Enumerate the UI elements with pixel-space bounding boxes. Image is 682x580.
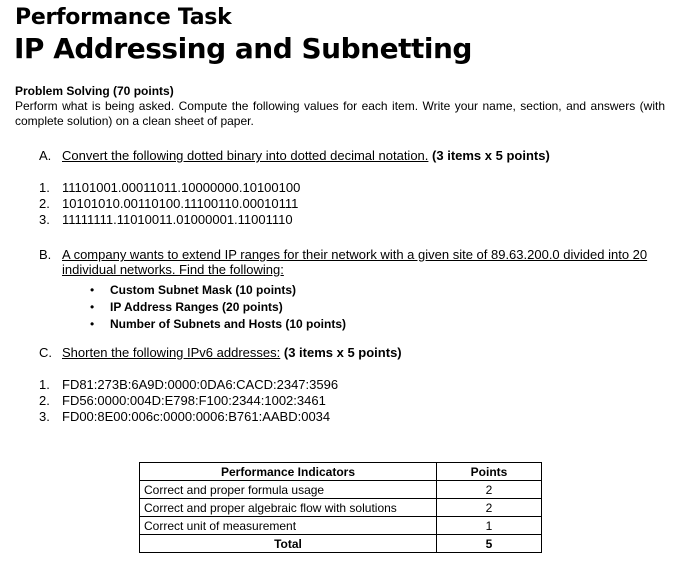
binary-address: 11101001.00011011.10000000.10100100 — [62, 180, 301, 195]
bullet-text: Number of Subnets and Hosts (10 points) — [110, 317, 347, 331]
bullet-icon: • — [90, 283, 95, 297]
item-number: 2. — [39, 196, 50, 211]
section-b-instruction: A company wants to extend IP ranges for their network with a given site of 89.63.200.0 divided into 20 individual networks. Find the following: — [62, 247, 648, 277]
list-item — [90, 299, 346, 316]
table-header-points: Points — [437, 463, 542, 481]
item-number: 1. — [39, 180, 50, 195]
total-label: Total — [140, 535, 437, 553]
section-a-list — [39, 180, 300, 228]
indicator-cell: Correct and proper formula usage — [140, 481, 437, 499]
ipv6-address: FD81:273B:6A9D:0000:0DA6:CACD:2347:3596 — [62, 377, 339, 392]
bullet-text: Custom Subnet Mask (10 points) — [110, 283, 297, 297]
section-a-points: (3 items x 5 points) — [432, 148, 550, 163]
section-c-label: C. — [39, 345, 52, 360]
section-b-bullets — [90, 282, 346, 333]
section-c-instruction: Shorten the following IPv6 addresses: — [62, 345, 281, 360]
performance-indicators-table — [139, 462, 542, 553]
item-number: 3. — [39, 212, 50, 227]
document-subtitle: Performance Task — [15, 5, 232, 30]
list-item — [39, 393, 338, 409]
section-a-instruction: Convert the following dotted binary into dotted decimal notation. — [62, 148, 429, 163]
points-cell: 2 — [437, 499, 542, 517]
bullet-icon: • — [90, 300, 95, 314]
total-points: 5 — [437, 535, 542, 553]
document-title: IP Addressing and Subnetting — [14, 32, 472, 65]
points-cell: 1 — [437, 517, 542, 535]
bullet-icon: • — [90, 317, 95, 331]
ipv6-address: FD00:8E00:006c:0000:0006:B761:AABD:0034 — [62, 409, 331, 424]
binary-address: 11111111.11010011.01000001.11001110 — [62, 212, 293, 227]
section-a-label: A. — [39, 148, 52, 163]
list-item — [39, 212, 300, 228]
section-b-label: B. — [39, 247, 52, 262]
table-total-row — [140, 535, 542, 553]
list-item — [39, 409, 338, 425]
points-cell: 2 — [437, 481, 542, 499]
indicator-cell: Correct and proper algebraic flow with solutions — [140, 499, 437, 517]
list-item — [90, 316, 346, 333]
table-row — [140, 499, 542, 517]
table-header-indicators: Performance Indicators — [140, 463, 437, 481]
item-number: 1. — [39, 377, 50, 392]
section-c-list — [39, 377, 338, 425]
table-row — [140, 517, 542, 535]
problem-solving-instructions: Perform what is being asked. Compute the following values for each item. Write your name, section, and answers (with complete solution) on a clean sheet of paper. — [15, 99, 665, 128]
section-b-heading — [39, 247, 669, 277]
section-c-points: (3 items x 5 points) — [283, 345, 402, 360]
indicator-cell: Correct unit of measurement — [140, 517, 437, 535]
section-a-heading — [39, 148, 550, 164]
binary-address: 10101010.00110100.11100110.00010111 — [62, 196, 299, 211]
table-header-row — [140, 463, 542, 481]
list-item — [90, 282, 346, 299]
section-c-heading — [39, 345, 402, 361]
problem-solving-heading: Problem Solving (70 points) — [15, 84, 174, 98]
item-number: 2. — [39, 393, 50, 408]
table-row — [140, 481, 542, 499]
item-number: 3. — [39, 409, 50, 424]
list-item — [39, 377, 338, 393]
bullet-text: IP Address Ranges (20 points) — [110, 300, 283, 314]
list-item — [39, 196, 300, 212]
list-item — [39, 180, 300, 196]
ipv6-address: FD56:0000:004D:E798:F100:2344:1002:3461 — [62, 393, 326, 408]
